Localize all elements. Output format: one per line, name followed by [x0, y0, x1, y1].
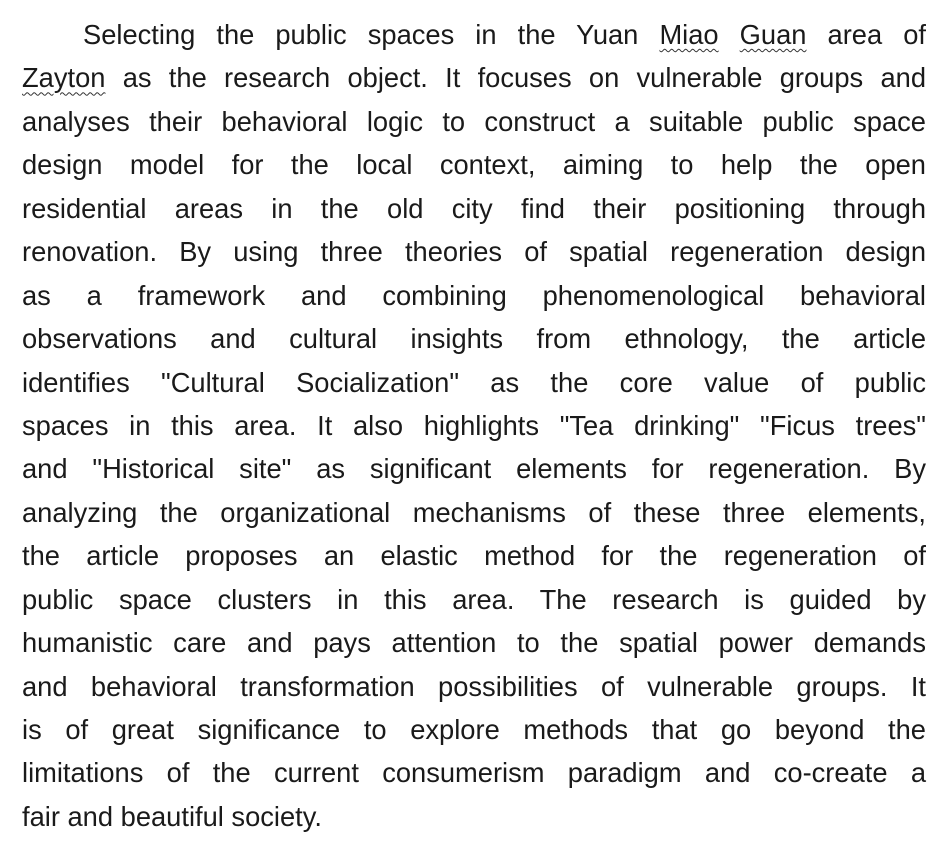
text-run: [719, 19, 740, 50]
spellcheck-flagged-word[interactable]: Guan: [739, 19, 807, 50]
text-run: as the research object. It focuses on vulnerable groups and: [105, 62, 926, 94]
paragraph-line: public space clusters in this area. The research is guided by: [22, 583, 926, 615]
document-page: [22, 13, 926, 838]
paragraph-line-2: [22, 56, 926, 99]
text-run: Selecting the public spaces in the Yuan: [83, 19, 660, 50]
paragraph-line: renovation. By using three theories of spatial regeneration design: [22, 236, 926, 268]
paragraph-line: analyzing the organizational mechanisms of these three elements,: [22, 496, 926, 528]
spellcheck-flagged-word[interactable]: Miao: [659, 19, 719, 50]
paragraph-line-last: fair and beautiful society.: [22, 800, 322, 832]
spellcheck-flagged-word[interactable]: Zayton: [22, 62, 106, 94]
paragraph-line: the article proposes an elastic method for the regeneration of: [22, 540, 926, 572]
paragraph-line: humanistic care and pays attention to the spatial power demands: [22, 627, 926, 659]
paragraph-line: analyses their behavioral logic to construct a suitable public space: [22, 105, 926, 137]
paragraph-line-1: [22, 13, 926, 56]
paragraph-line: identifies "Cultural Socialization" as the core value of public: [22, 366, 926, 398]
paragraph-line: residential areas in the old city find their positioning through: [22, 192, 926, 224]
paragraph-line: is of great significance to explore methods that go beyond the: [22, 714, 926, 745]
paragraph-line: and behavioral transformation possibilities of vulnerable groups. It: [22, 670, 926, 702]
paragraph-line: as a framework and combining phenomenological behavioral: [22, 279, 926, 311]
text-run: area of: [806, 19, 926, 50]
paragraph-line: limitations of the current consumerism paradigm and co-create a: [22, 757, 926, 789]
paragraph-line: spaces in this area. It also highlights "Tea drinking" "Ficus trees": [22, 409, 926, 441]
paragraph-line: and "Historical site" as significant elements for regeneration. By: [22, 453, 926, 485]
paragraph-line: observations and cultural insights from ethnology, the article: [22, 323, 926, 355]
paragraph-line: design model for the local context, aiming to help the open: [22, 149, 926, 181]
